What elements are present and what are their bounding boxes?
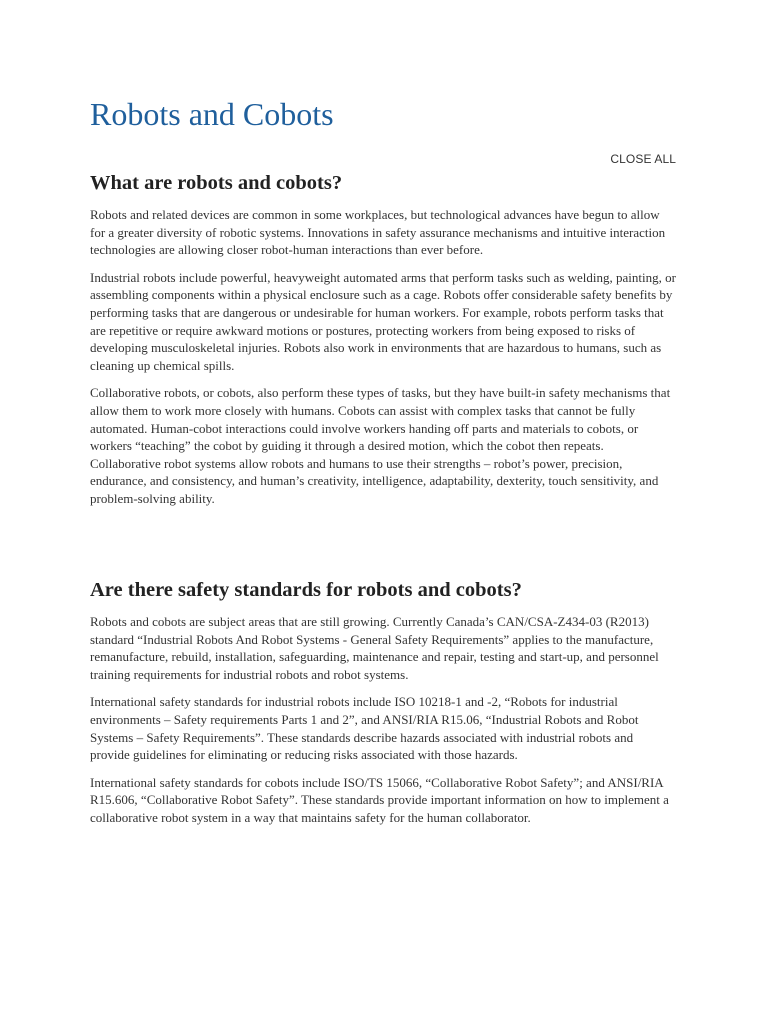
- paragraph: Industrial robots include powerful, heavyweight automated arms that perform tasks such as welding, painting, or assembling components within a physical enclosure such as a cage. Robots offer considerable safety benefits by performing tasks that are dangerous or undesirable for human workers. For example, robots perform tasks that are repetitive or require awkward motions or postures, protecting workers from being exposed to risks of developing musculoskeletal injuries. Robots also work in environments that are hazardous to humans, such as cleaning up chemical spills.: [90, 269, 676, 373]
- page-title: Robots and Cobots: [90, 96, 334, 132]
- paragraph: Robots and cobots are subject areas that are still growing. Currently Canada’s CAN/CSA-Z434-03 (R2013) standard “Industrial Robots And Robot Systems - General Safety Requirements” applies to the manufacture, remanufacture, rebuild, installation, safeguarding, maintenance and repair, testing and start-up, and personnel training requirements for industrial robots and robot systems.: [90, 614, 659, 682]
- section-heading: Are there safety standards for robots and cobots?: [90, 579, 522, 601]
- close-all-link[interactable]: CLOSE ALL: [610, 152, 676, 166]
- paragraph: Collaborative robots, or cobots, also perform these types of tasks, but they have built-in safety mechanisms that allow them to work more closely with humans. Cobots can assist with complex tasks that cannot be fully automated. Human-cobot interactions could involve workers handing off parts and materials to cobots, or workers “teaching” the cobot by guiding it through a desired motion, which the cobot then repeats. Collaborative robot systems allow robots and humans to use their strengths – robot’s power, precision, endurance, and consistency, and human’s creativity, intelligence, adaptability, dexterity, touch sensitivity, and problem-solving ability.: [90, 385, 671, 506]
- paragraph: Robots and related devices are common in some workplaces, but technological advances have begun to allow for a greater diversity of robotic systems. Innovations in safety assurance mechanisms and intuitive interaction technologies are allowing closer robot-human interactions than ever before.: [90, 207, 666, 258]
- section-safety-standards: [90, 577, 676, 837]
- paragraph: International safety standards for industrial robots include ISO 10218-1 and -2, “Robots for industrial environments – Safety requirements Parts 1 and 2”, and ANSI/RIA R15.06, “Industrial Robots and Robot Systems – Safety Requirements”. These standards describe hazards associated with industrial robots and provide guidelines for eliminating or reducing risks associated with those hazards.: [90, 694, 639, 763]
- paragraph: International safety standards for cobots include ISO/TS 15066, “Collaborative Robot Safety”; and ANSI/RIA R15.606, “Collaborative Robot Safety”. These standards provide important information on how to implement a collaborative robot system in a way that maintains safety for the human collaborator.: [90, 774, 669, 825]
- section-heading: What are robots and cobots?: [90, 172, 343, 194]
- section-what-are-robots: [90, 170, 676, 518]
